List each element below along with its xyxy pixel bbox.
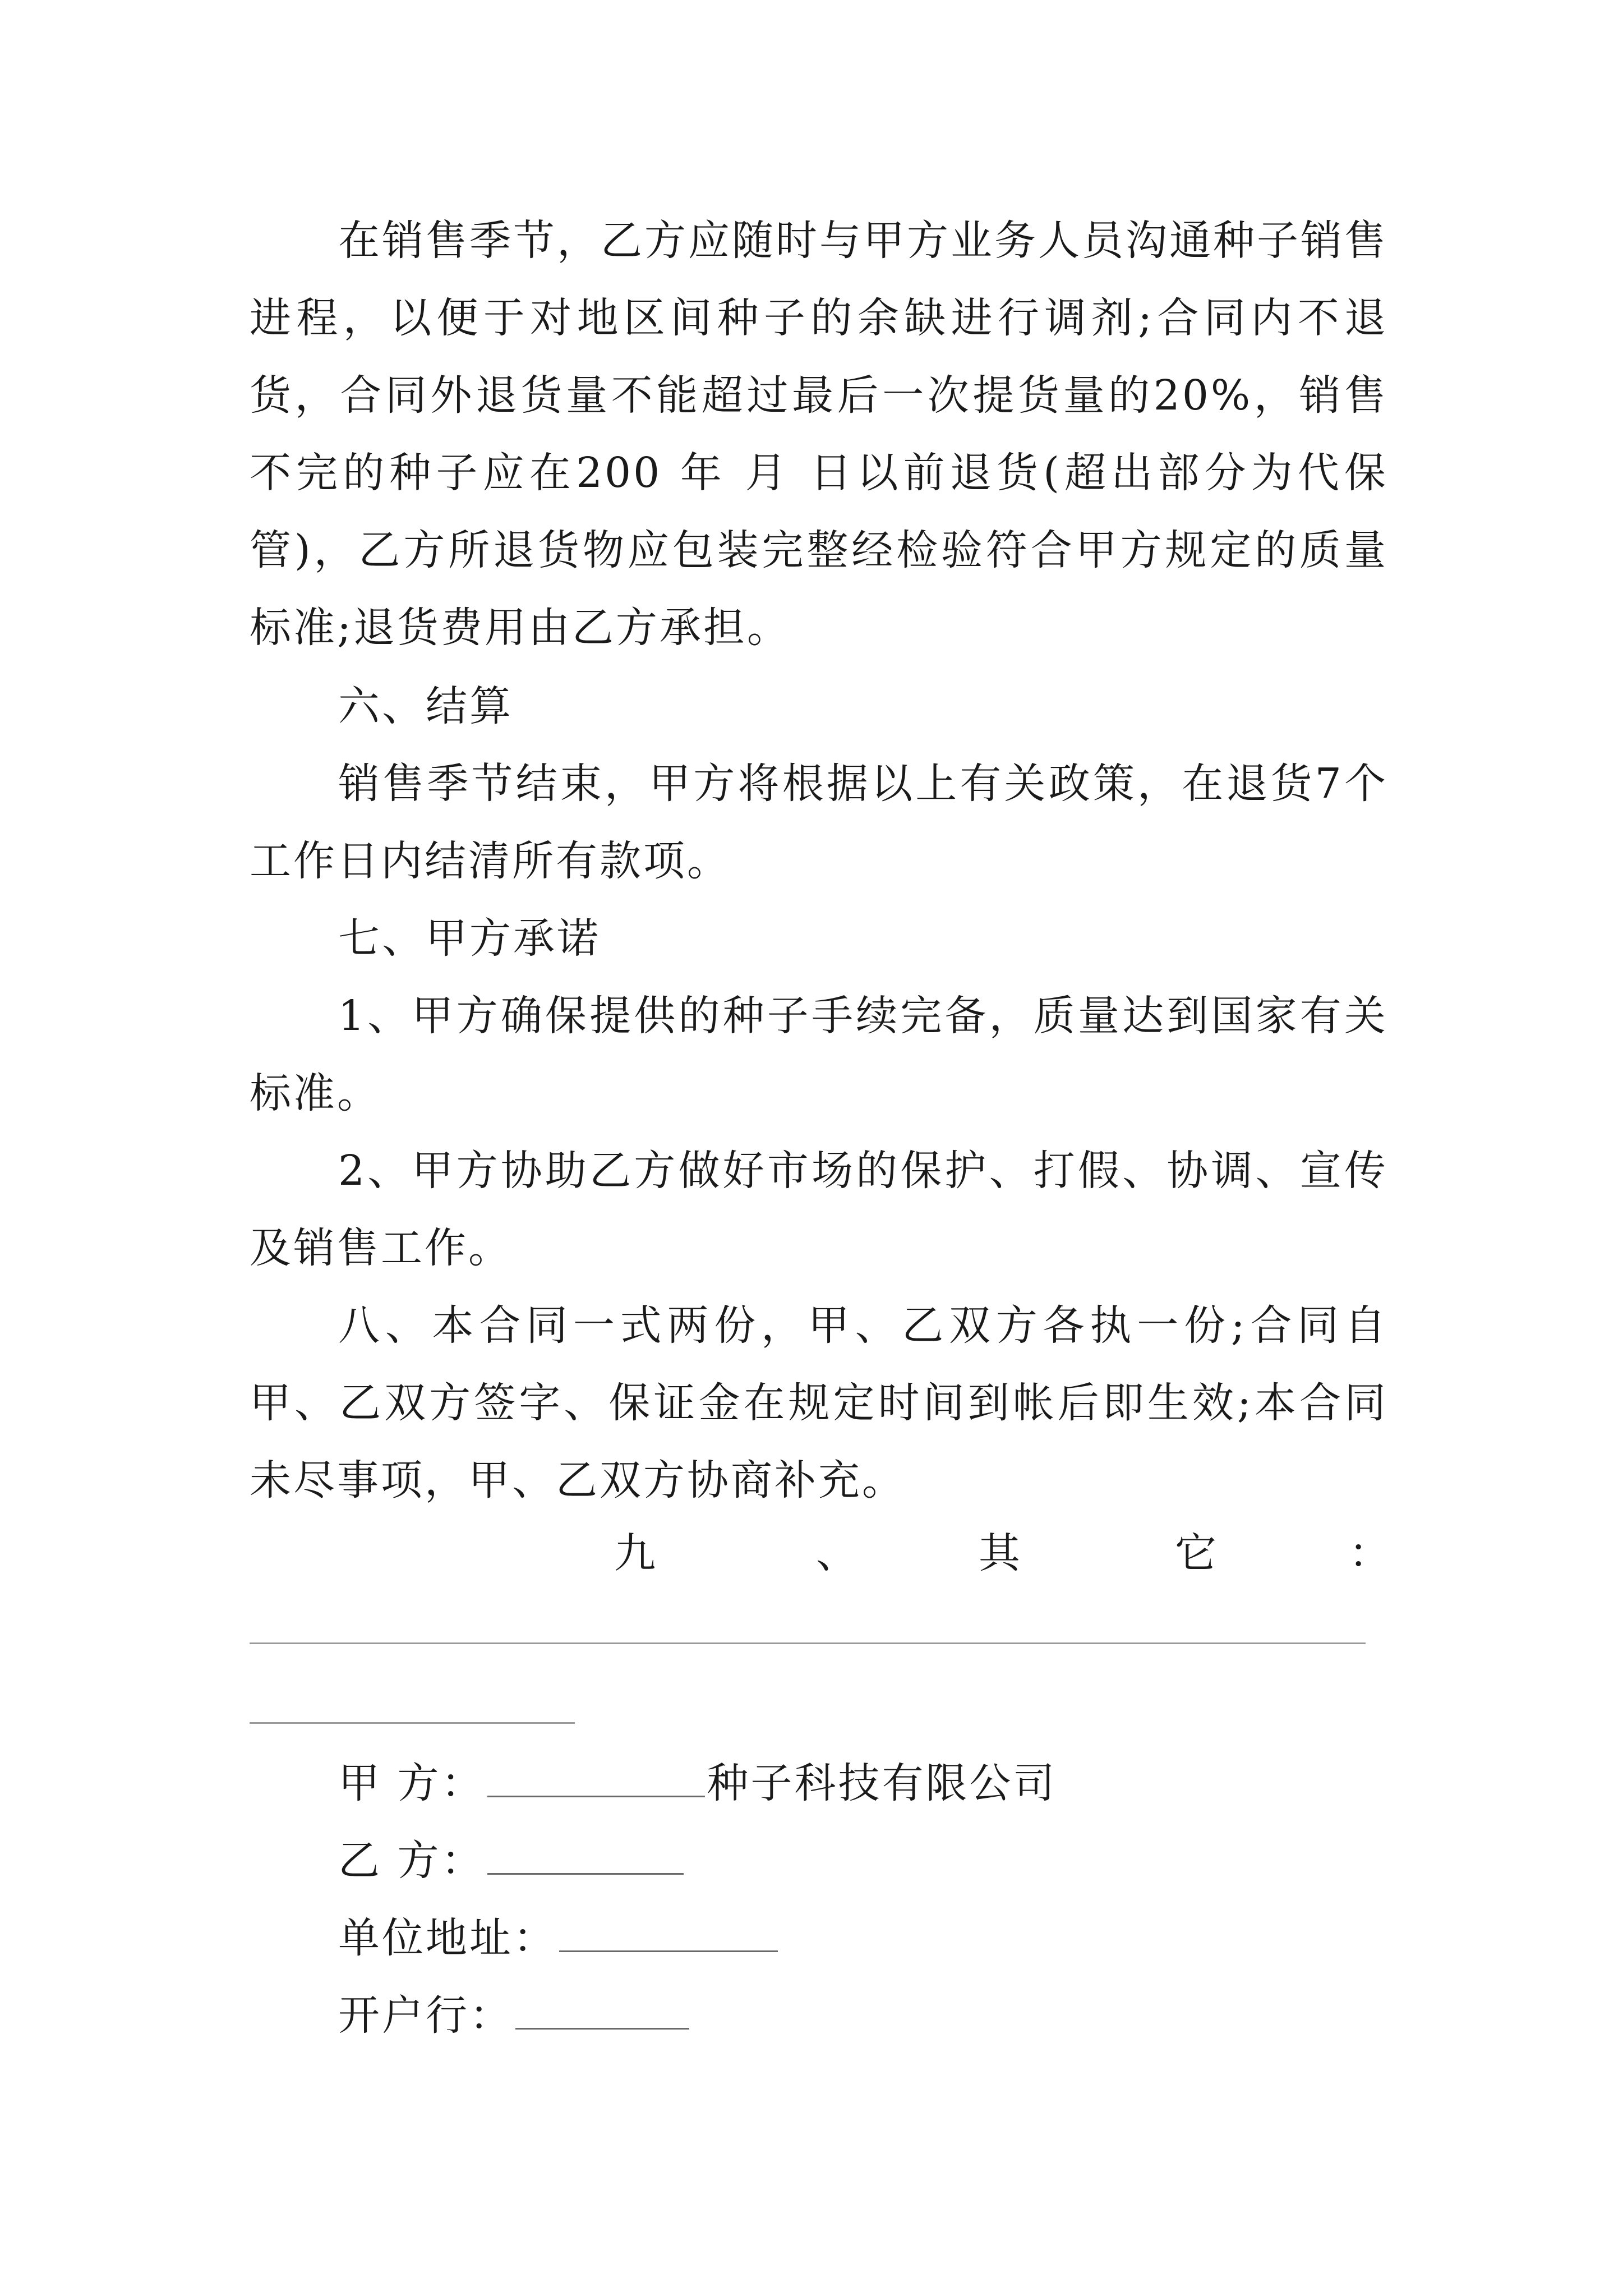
section-other-char: 它 [1175,1529,1216,1577]
section-other-char: 九 [614,1529,656,1577]
paragraph-commitment-2: 2、甲方协助乙方做好市场的保护、打假、协调、宣传及销售工作。 [250,1147,1388,1272]
paragraph-return-policy: 在销售季节，乙方应随时与甲方业务人员沟通种子销售进程，以便于对地区间种子的余缺进行调剂;合同内不退货，合同外退货量不能超过最后一次提货量的20%，销售不完的种子应在200 年 月 日以前退货(超出部分为代保管)，乙方所退货物应包装完整经检验符合甲方规定的质量标准;退货费用由乙方承担。 [250,217,1388,652]
bank-blank [515,1989,689,2030]
section-heading-settlement: 六、结算 [338,682,513,730]
party-a-blank [487,1756,705,1797]
address-label: 单位地址： [338,1914,557,1962]
section-other-char: 其 [979,1529,1020,1577]
section-other-char: ： [1349,1529,1390,1577]
paragraph-commitment-1: 1、甲方确保提供的种子手续完备，质量达到国家有关标准。 [250,992,1388,1117]
section-other-char: 、 [816,1529,857,1577]
party-a-label: 甲 方： [338,1759,485,1807]
blank-line-other-1 [250,1642,1366,1644]
signature-party-b [338,1822,686,1899]
party-a-company: 种子科技有限公司 [707,1759,1057,1807]
section-heading-other [250,1515,1388,1592]
section-heading-commitment: 七、甲方承诺 [338,914,601,963]
signature-address [338,1899,780,1977]
paragraph-settlement: 销售季节结束，甲方将根据以上有关政策，在退货7个工作日内结清所有款项。 [250,760,1388,885]
paragraph-contract-copies: 八、本合同一式两份，甲、乙双方各执一份;合同自甲、乙双方签字、保证金在规定时间到帐后即生效;本合同未尽事项，甲、乙双方协商补充。 [250,1301,1388,1504]
party-b-label: 乙 方： [338,1837,485,1885]
party-b-blank [487,1834,684,1875]
bank-label: 开户行： [338,1991,513,2040]
signature-bank [338,1977,691,2054]
signature-party-a [338,1745,1057,1822]
address-blank [559,1911,778,1952]
blank-line-other-2 [250,1722,575,1724]
